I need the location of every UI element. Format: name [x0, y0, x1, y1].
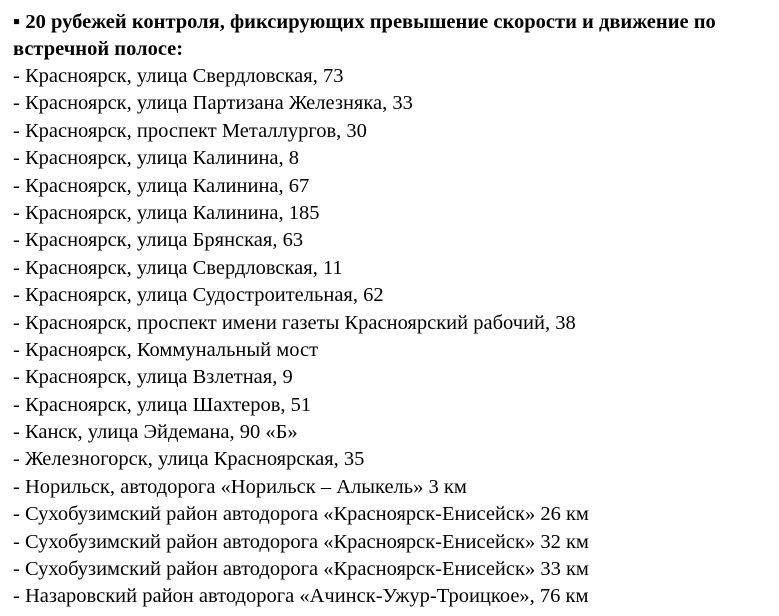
list-item: - Железногорск, улица Красноярская, 35: [13, 448, 365, 471]
list-item: - Назаровский район автодорога «Ачинск-Ужур-Троицкое», 76 км: [13, 585, 589, 608]
control-points-list: [13, 63, 779, 611]
list-item: - Сухобузимский район автодорога «Красноярск-Енисейск» 32 км: [13, 530, 589, 553]
list-item: - Красноярск, улица Свердловская, 11: [13, 256, 343, 279]
list-item: - Красноярск, проспект Металлургов, 30: [13, 119, 367, 142]
list-item: - Канск, улица Эйдемана, 90 «Б»: [13, 421, 298, 444]
list-item: - Красноярск, улица Взлетная, 9: [13, 366, 293, 389]
list-item: - Красноярск, улица Шахтеров, 51: [13, 393, 312, 416]
list-item: - Красноярск, улица Партизана Железняка, 33: [13, 92, 413, 115]
list-item: - Красноярск, улица Калинина, 8: [13, 147, 300, 170]
list-item: - Красноярск, улица Калинина, 185: [13, 201, 320, 224]
heading-line-2: встречной полосе:: [13, 38, 184, 60]
list-item: - Красноярск, улица Свердловская, 73: [13, 65, 344, 87]
list-item: - Красноярск, улица Судостроительная, 62: [13, 284, 384, 307]
list-item: - Норильск, автодорога «Норильск – Алыкель» 3 км: [13, 475, 467, 498]
list-item: - Красноярск, улица Брянская, 63: [13, 229, 304, 252]
list-item: - Красноярск, Коммунальный мост: [13, 338, 319, 361]
list-item: - Красноярск, проспект имени газеты Красноярский рабочий, 38: [13, 311, 576, 334]
list-item: - Красноярск, улица Калинина, 67: [13, 174, 310, 197]
heading-line-1: ▪ 20 рубежей контроля, фиксирующих превышение скорости и движение по: [13, 11, 716, 33]
document: [13, 8, 779, 611]
section-heading: [13, 8, 779, 63]
list-item: - Сухобузимский район автодорога «Красноярск-Енисейск» 33 км: [13, 558, 589, 581]
list-item: - Сухобузимский район автодорога «Красноярск-Енисейск» 26 км: [13, 503, 589, 526]
